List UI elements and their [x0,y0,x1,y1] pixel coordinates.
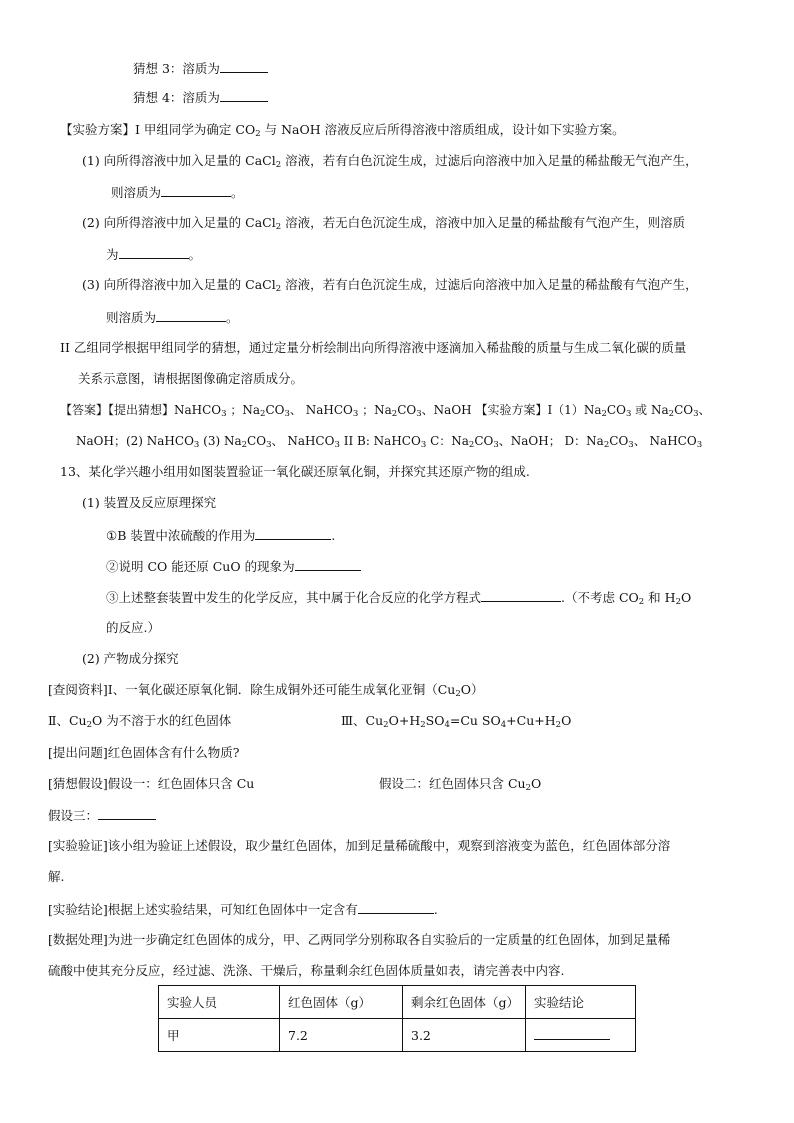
section-2-heading: (2) 产物成分探究 [82,651,179,666]
guess-3: 猜想 3：溶质为 [133,60,268,77]
answer-blank[interactable] [481,589,561,602]
answer-blank[interactable] [534,1027,610,1040]
answer-blank[interactable] [220,60,268,73]
answer-blank[interactable] [161,184,231,197]
answer-blank[interactable] [295,558,361,571]
table-cell: 甲 [159,1019,280,1052]
plan-step-3: (3) 向所得溶液中加入足量的 CaCl$_2$ 溶液，若有白色沉淀生成，过滤后向溶液中加入足量的稀盐酸有气泡产生， [82,277,698,294]
problem-statement: [提出问题]红色固体含有什么物质? [48,745,240,760]
item-3: ③上述整套装置中发生的化学反应，其中属于化合反应的化学方程式 .（不考虑 $CO_2$ 和 $H_2O$ [106,590,692,607]
plan-step-2: (2) 向所得溶液中加入足量的 CaCl$_2$ 溶液，若无白色沉淀生成，溶液中加入足量的稀盐酸有气泡产生，则溶质 [82,215,686,232]
table-cell: 3.2 [403,1019,526,1052]
question-13-title: 13、某化学兴趣小组用如图装置验证一氧化碳还原氧化铜，并探究其还原产物的组成. [60,464,530,479]
section-1-heading: (1) 装置及反应原理探究 [82,495,217,510]
table-header-cell: 剩余红色固体（g） [403,986,526,1019]
reference-3: Ⅲ、$Cu_2O+H_2SO_4=Cu$ $SO_4+Cu+H_2O$ [341,713,572,730]
answer-blank[interactable] [220,89,268,102]
table-row [159,1019,636,1052]
reference-1: [查阅资料]Ⅰ、一氧化碳还原氧化铜．除生成铜外还可能生成氧化亚铜$(Cu_2O)$ [48,682,484,699]
item-1: ①B 装置中浓硫酸的作用为 . [106,528,336,543]
item-3-cont: 的反应.） [106,620,160,635]
verification-cont: 解. [48,869,65,884]
hypothesis-1: [猜想假设]假设一：红色固体只含 Cu [48,776,255,791]
table-cell: 7.2 [280,1019,403,1052]
answer-blank[interactable] [255,527,331,540]
guess-4: 猜想 4：溶质为 [133,89,268,106]
verification: [实验验证]该小组为验证上述假设，取少量红色固体，加到足量稀硫酸中，观察到溶液变为蓝色，红色固体部分溶 [48,838,671,853]
conclusion: [实验结论]根据上述实验结果，可知红色固体中一定含有 . [48,902,438,917]
plan-step-2-answer: 为 。 [106,247,202,262]
answer-blank[interactable] [156,309,226,322]
plan-step-1: (1) 向所得溶液中加入足量的 CaCl$_2$ 溶液，若有白色沉淀生成，过滤后向溶液中加入足量的稀盐酸无气泡产生， [82,153,698,170]
plan-step-3-answer: 则溶质为 。 [106,310,239,325]
table-header-row [159,986,636,1019]
results-table [158,985,636,1052]
answer-blank[interactable] [358,901,434,914]
data-processing: [数据处理]为进一步确定红色固体的成分，甲、乙两同学分别称取各自实验后的一定质量的红色固体，加到足量稀 [48,932,671,947]
plan-part-2: II 乙组同学根据甲组同学的猜想，通过定量分析绘制出向所得溶液中逐滴加入稀盐酸的质量与生成二氧化碳的质量 [60,340,687,355]
hypothesis-3: 假设三： [48,807,156,824]
table-header-cell: 实验人员 [159,986,280,1019]
plan-step-1-answer: 则溶质为 。 [111,185,244,200]
plan-intro: 【实验方案】I 甲组同学为确定 $CO_2$ 与 NaOH 溶液反应后所得溶液中溶质组成，设计如下实验方案。 [60,122,625,139]
table-cell [526,1019,636,1052]
item-2: ②说明 CO 能还原 CuO 的现象为 [106,558,361,575]
answer-line-2: NaOH；(2) NaHCO$_3$ (3) $Na_2CO_3$、 NaHCO$_3$ II B: NaHCO$_3$ C：$Na_2CO_3$、NaOH； D：$Na_2CO_3$、 NaHCO$_3$ [76,434,703,450]
answer-line-1: 【答案】【提出猜想】NaHCO$_3$ ；$Na_2CO_3$、 NaHCO$_3$ ；$Na_2CO_3$、NaOH 【实验方案】$I(1)Na_2CO_3$ 或 $Na_2CO_3$、 [60,403,711,419]
table-header-cell: 实验结论 [526,986,636,1019]
answer-blank[interactable] [119,246,189,259]
data-processing-cont: 硫酸中使其充分反应，经过滤、洗涤、干燥后，称量剩余红色固体质量如表，请完善表中内容. [48,963,565,978]
hypothesis-2: 假设二：红色固体只含 $Cu_2O$ [379,776,542,793]
answer-blank[interactable] [98,807,156,820]
plan-part-2-cont: 关系示意图，请根据图像确定溶质成分。 [78,371,304,386]
table-header-cell: 红色固体（g） [280,986,403,1019]
reference-2: Ⅱ、$Cu_2O$ 为不溶于水的红色固体 [48,713,232,730]
